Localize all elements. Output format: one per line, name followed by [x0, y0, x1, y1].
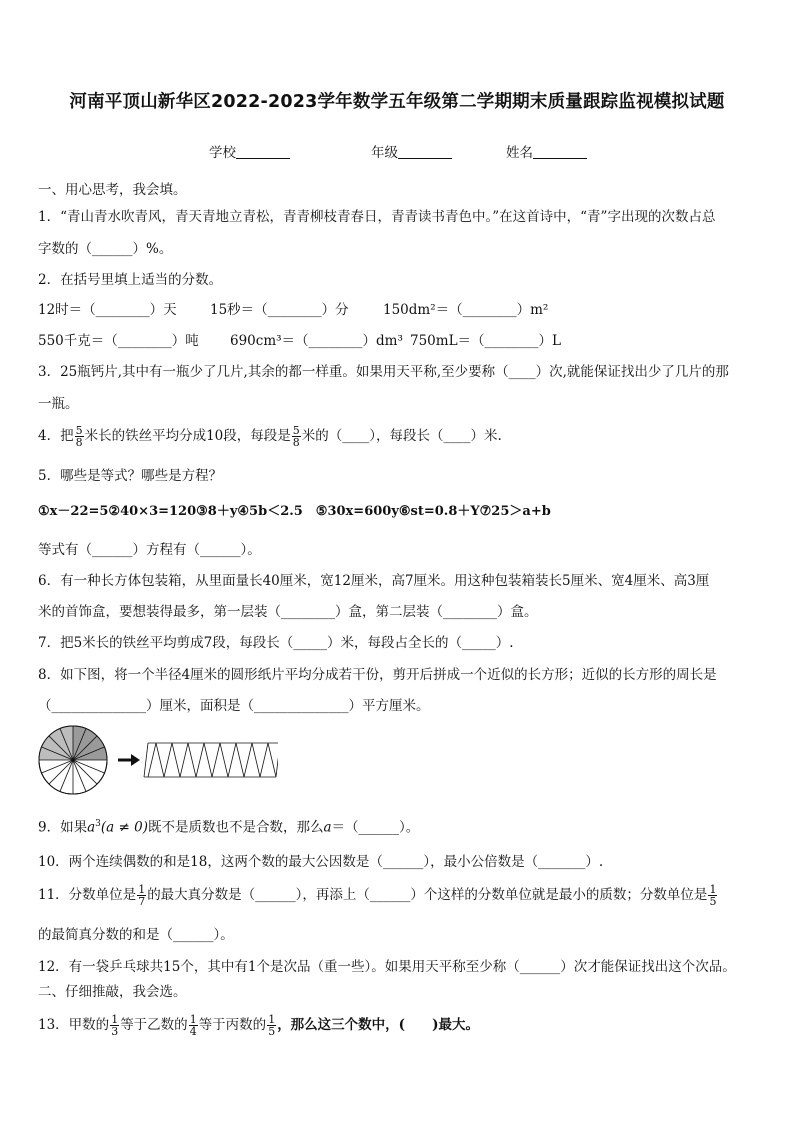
exam-title: 河南平顶山新华区2022-2023学年数学五年级第二学期期末质量跟踪监视模拟试题 [69, 92, 725, 112]
grade-blank[interactable] [398, 144, 452, 159]
q4-line: 4．把 $\frac{5}{8}$ 米长的铁丝平均分成10段，每段是 $\frac{5}{8}$ 米的（____），每段长（____）米. [38, 424, 502, 449]
rectangle-left-edge [144, 743, 148, 777]
q6-line-2: 米的首饰盒，要想装得最多，第一层装（________）盒，第二层装（________）盒。 [38, 604, 538, 620]
q7-line-1: 7．把5米长的铁丝平均剪成7段，每段长（_____）米，每段占全长的（_____）. [38, 635, 514, 651]
rectangle-right-edge [276, 743, 278, 777]
q8-figure [38, 724, 278, 796]
q13-fraction-3: $\frac{1}{5}$ [268, 1013, 276, 1038]
q2-item-b: 15秒＝（________）分 [210, 302, 349, 318]
q2-item-a: 12时＝（________）天 [38, 302, 177, 318]
q11-fraction-2: $\frac{1}{5}$ [709, 883, 717, 908]
q6-line-1: 6．有一种长方体包装箱，从里面量长40厘米，宽12厘米，高7厘米。用这种包装箱装长5厘米、宽4厘米、高3厘 [38, 573, 710, 589]
grade-field: 年级 [371, 141, 452, 161]
name-field: 姓名 [506, 141, 587, 161]
q8-line-1: 8．如下图，将一个半径4厘米的圆形纸片平均分成若干份，剪开后拼成一个近似的长方形；近似的长方形的周长是 [38, 667, 717, 683]
q8-line-2: （______________）厘米，面积是（______________）平方厘米。 [38, 698, 430, 714]
q5-line-2: ①x－22=5②40×3=120③8＋y④5b＜2.5 ⑤30x=600y⑥st=0.8＋Y⑦25＞a+b [38, 504, 551, 519]
q11-line-1: 11．分数单位是 $\frac{1}{7}$ 的最大真分数是（______），再添上（______）个这样的分数单位就是最小的质数；分数单位是 $\frac{1}{5}$ [38, 883, 717, 908]
q2-item-e: 690cm³＝（________）dm³ [230, 333, 403, 349]
arrow-icon [118, 754, 140, 766]
q9-line: 9．如果$a^3(a \ne 0)$既不是质数也不是合数，那么a＝（______）。 [38, 819, 420, 836]
q5-line-1: 5．哪些是等式？哪些是方程？ [38, 468, 223, 484]
q4-fraction-1: $\frac{5}{8}$ [75, 424, 83, 449]
q2-item-c: 150dm²＝（________）m² [383, 302, 549, 318]
q11-fraction-1: $\frac{1}{7}$ [138, 883, 146, 908]
q4-fraction-2: $\frac{5}{8}$ [292, 424, 300, 449]
q12-line: 12．有一袋乒乓球共15个，其中有1个是次品（重一些）。如果用天平称至少称（______）次才能保证找出这个次品。 [38, 959, 736, 975]
section-1-heading: 一、用心思考，我会填。 [38, 182, 187, 198]
q2-item-f: 750mL＝（________）L [410, 333, 561, 349]
q2-item-d: 550千克＝（________）吨 [38, 333, 199, 349]
q13-line: 13．甲数的 $\frac{1}{3}$ 等于乙数的 $\frac{1}{4}$ 等于丙数的 $\frac{1}{5}$ ，那么这三个数中，( )最大。 [38, 1013, 479, 1038]
school-blank[interactable] [236, 144, 290, 159]
q3-line-2: 一瓶。 [38, 396, 79, 412]
name-blank[interactable] [533, 144, 587, 159]
school-field: 学校 [209, 141, 290, 161]
q13-fraction-2: $\frac{1}{4}$ [189, 1013, 197, 1038]
q3-line-1: 3．25瓶钙片,其中有一瓶少了几片,其余的都一样重。如果用天平称,至少要称（____）次,就能保证找出少了几片的那 [38, 364, 729, 380]
q2-line-1: 2．在括号里填上适当的分数。 [38, 272, 223, 288]
q11-line-2: 的最简真分数的和是（______）。 [38, 927, 234, 943]
approx-rectangle-figure [144, 743, 278, 777]
q1-line-1: 1．“青山青水吹青风，青天青地立青松，青青柳枝青春日，青青读书青色中。”在这首诗中，“青”字出现的次数占总 [38, 209, 716, 225]
q1-line-2: 字数的（______）%。 [38, 241, 173, 257]
q10-line: 10．两个连续偶数的和是18，这两个数的最大公因数是（______），最小公倍数是（_______）. [38, 854, 604, 870]
q13-fraction-1: $\frac{1}{3}$ [111, 1013, 119, 1038]
circle-sectors-figure [39, 726, 107, 794]
rectangle-sector-edges [148, 743, 276, 777]
section-2-heading: 二、仔细推敲，我会选。 [38, 984, 187, 1000]
q5-line-3: 等式有（______）方程有（______）。 [38, 542, 261, 558]
